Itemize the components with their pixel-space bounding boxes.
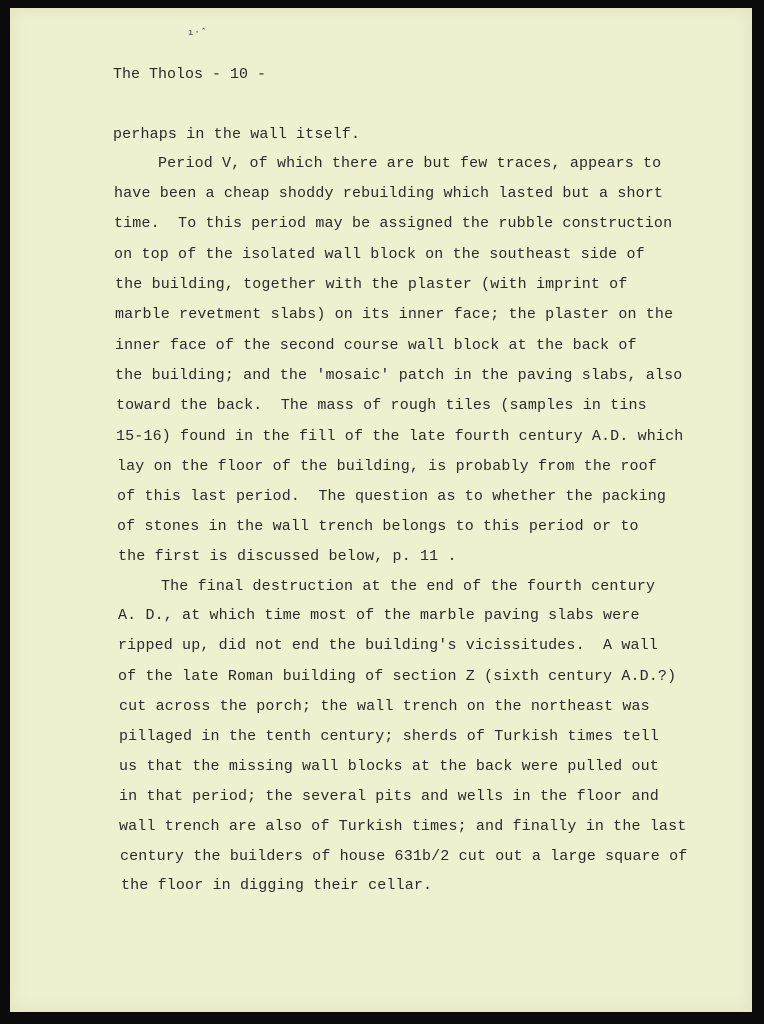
text-line: have been a cheap shoddy rebuilding which lasted but a short	[114, 185, 664, 202]
text-line: time. To this period may be assigned the rubble construction	[114, 215, 673, 232]
text-line: of this last period. The question as to whether the packing	[117, 488, 667, 505]
text-line: inner face of the second course wall block at the back of	[115, 337, 637, 354]
text-line: in that period; the several pits and wells in the floor and	[119, 788, 659, 805]
text-line: A. D., at which time most of the marble paving slabs were	[118, 607, 640, 624]
text-line: pillaged in the tenth century; sherds of Turkish times tell	[119, 728, 659, 745]
text-line: marble revetment slabs) on its inner face; the plaster on the	[115, 306, 674, 323]
text-line: century the builders of house 631b/2 cut out a large square of	[120, 848, 688, 865]
text-line: Period V, of which there are but few traces, appears to	[158, 155, 662, 172]
text-line: toward the back. The mass of rough tiles (samples in tins	[116, 397, 647, 414]
text-line: ripped up, did not end the building's vicissitudes. A wall	[118, 637, 658, 654]
page-header: The Tholos - 10 -	[113, 66, 267, 83]
text-line: 15-16) found in the fill of the late fourth century A.D. which	[116, 428, 684, 445]
text-line: perhaps in the wall itself.	[113, 126, 361, 143]
typed-page	[10, 8, 752, 1012]
text-line: the first is discussed below, p. 11 .	[118, 548, 457, 565]
text-line: on top of the isolated wall block on the southeast side of	[114, 246, 645, 263]
text-line: The final destruction at the end of the fourth century	[161, 578, 656, 595]
text-line: cut across the porch; the wall trench on the northeast was	[119, 698, 650, 715]
text-line: lay on the floor of the building, is probably from the roof	[117, 458, 657, 475]
text-line: of the late Roman building of section Z (sixth century A.D.?)	[118, 668, 677, 685]
text-line: wall trench are also of Turkish times; and finally in the last	[119, 818, 687, 835]
text-line: the building, together with the plaster (with imprint of	[115, 276, 628, 293]
text-line: the building; and the 'mosaic' patch in the paving slabs, also	[115, 367, 683, 384]
text-line: us that the missing wall blocks at the back were pulled out	[119, 758, 659, 775]
page-mark: ı·ˆ	[188, 28, 208, 38]
text-line: of stones in the wall trench belongs to this period or to	[117, 518, 639, 535]
text-line: the floor in digging their cellar.	[121, 877, 433, 894]
